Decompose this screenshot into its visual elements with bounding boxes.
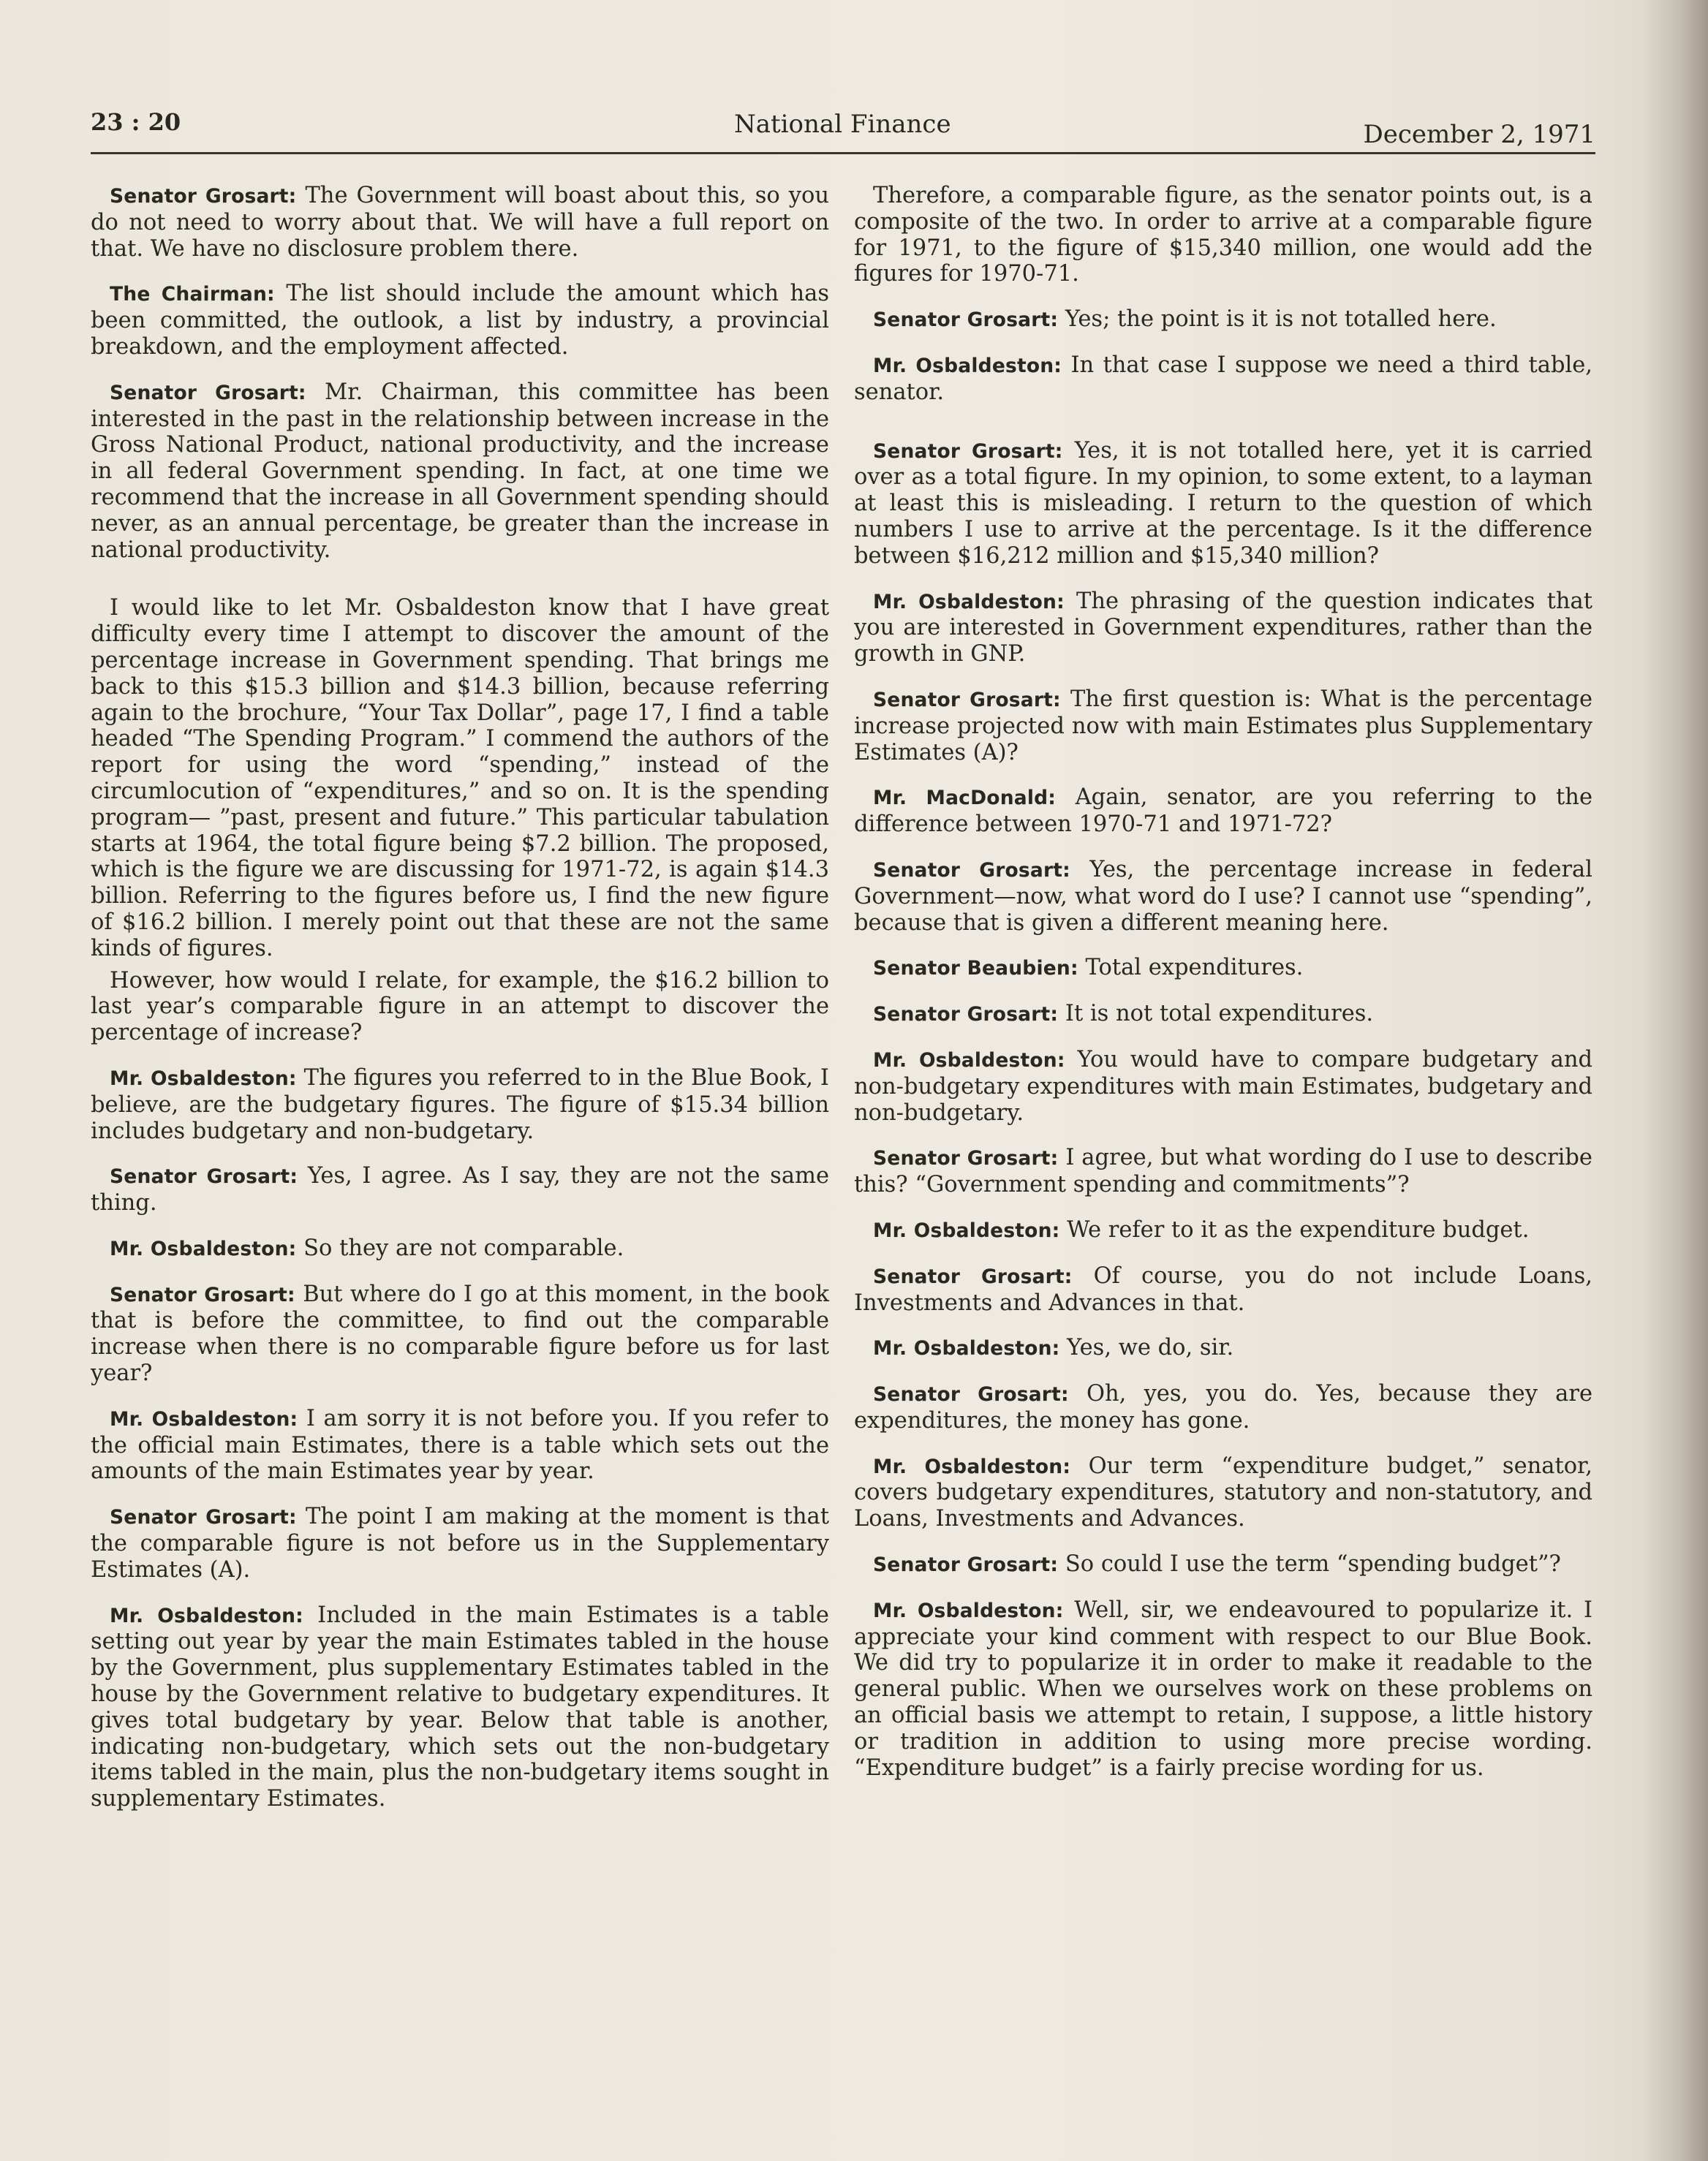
speech-text: I am sorry it is not before you. If you refer to the official main Estimates, there is a table which sets out the amounts of the main Estimates year by year.: [91, 1405, 829, 1485]
publication-title: National Finance: [734, 110, 951, 139]
paragraph: [854, 1145, 1592, 1198]
speech-text: The figures you referred to in the Blue Book, I believe, are the budgetary figures. The figure of $15.34 billion includes budgetary and non-budgetary.: [91, 1064, 829, 1144]
speech-text: So could I use the term “spending budget”?: [1058, 1551, 1561, 1578]
paragraph: [854, 1453, 1592, 1532]
paragraph: [854, 588, 1592, 667]
speaker-name: Senator Grosart:: [873, 1265, 1073, 1288]
speaker-name: Mr. Osbaldeston:: [873, 1455, 1071, 1478]
speech-text: Our term “expenditure budget,” senator, covers budgetary expenditures, statutory and non-statutory, and Loans, Investments and Advances.: [854, 1453, 1592, 1532]
speaker-name: Senator Grosart:: [873, 1147, 1059, 1170]
paragraph: [854, 1381, 1592, 1434]
speech-text: We refer to it as the expenditure budget.: [1059, 1216, 1530, 1243]
speech-text: Of course, you do not include Loans, Investments and Advances in that.: [854, 1263, 1592, 1316]
speaker-name: Senator Grosart:: [110, 1506, 297, 1529]
left-column: [91, 183, 829, 1831]
speaker-name: Senator Grosart:: [110, 381, 306, 404]
speech-text: However, how would I relate, for example, the $16.2 billion to last year’s comparable figure in an attempt to discover the percentage of increase?: [91, 967, 829, 1046]
speaker-name: Mr. Osbaldeston:: [873, 1219, 1060, 1242]
speaker-name: Mr. MacDonald:: [873, 787, 1057, 810]
page-header: [91, 102, 1595, 151]
speaker-name: Mr. Osbaldeston:: [110, 1604, 303, 1627]
speaker-name: Mr. Osbaldeston:: [873, 354, 1062, 377]
speaker-name: Mr. Osbaldeston:: [110, 1237, 297, 1260]
speech-text: But where do I go at this moment, in the book that is before the committee, to find out the comparable increase when there is no comparable figure before us for last year?: [91, 1281, 829, 1387]
paragraph: [91, 1163, 829, 1216]
speaker-name: Mr. Osbaldeston:: [110, 1407, 298, 1431]
speaker-name: Mr. Osbaldeston:: [873, 590, 1065, 613]
speaker-name: Mr. Osbaldeston:: [873, 1337, 1060, 1360]
paragraph: [91, 1235, 829, 1263]
speaker-name: Senator Grosart:: [873, 688, 1061, 711]
right-column: [854, 183, 1592, 1800]
speaker-name: Senator Grosart:: [110, 1283, 295, 1306]
paragraph: [854, 857, 1592, 936]
speech-text: Therefore, a comparable figure, as the senator points out, is a composite of the two. In order to arrive at a comparable figure for 1971, to the figure of $15,340 million, one would add the figures for 1970-71.: [854, 183, 1592, 287]
speech-text: You would have to compare budgetary and non-budgetary expenditures with main Estimates, budgetary and non-budgetary.: [854, 1046, 1592, 1126]
speaker-name: Senator Grosart:: [873, 858, 1070, 882]
paragraph: [91, 1406, 829, 1485]
paragraph: [91, 1602, 829, 1812]
paragraph: [854, 955, 1592, 982]
speech-text: Yes, we do, sir.: [1059, 1335, 1234, 1361]
speech-text: Well, sir, we endeavoured to popularize it. I appreciate your kind comment with respect to our Blue Book. We did try to popularize it in order to make it readable to the general public. When we ourselves work on these problems on an official basis we attempt to retain, I suppose, a little history or tradition in addition to using more precise wording. “Expenditure budget” is a fairly precise wording for us.: [854, 1597, 1592, 1781]
paragraph: [854, 784, 1592, 838]
paragraph: [854, 1001, 1592, 1028]
speaker-name: Mr. Osbaldeston:: [873, 1048, 1065, 1072]
speech-text: It is not total expenditures.: [1058, 1001, 1374, 1027]
speaker-name: Senator Grosart:: [110, 185, 297, 208]
speech-text: The first question is: What is the percentage increase projected now with main Estimates plus Supplementary Estimates (A)?: [854, 686, 1592, 765]
paragraph: [91, 1504, 829, 1583]
paragraph: [91, 281, 829, 360]
speech-text: Yes, the percentage increase in federal Government—now, what word do I use? I cannot use “spending”, because that is given a different meaning here.: [854, 856, 1592, 936]
speech-text: The list should include the amount which has been committed, the outlook, a list by industry, a provincial breakdown, and the employment affected.: [91, 281, 829, 360]
paragraph: [91, 1282, 829, 1387]
speech-text: The Government will boast about this, so you do not need to worry about that. We will have a full report on that. We have no disclosure problem there.: [91, 183, 829, 262]
speaker-name: Senator Beaubien:: [873, 957, 1078, 980]
speaker-name: The Chairman:: [110, 283, 275, 306]
speaker-name: Mr. Osbaldeston:: [110, 1067, 297, 1090]
paragraph: [91, 595, 829, 961]
paragraph: [854, 306, 1592, 333]
speaker-name: Senator Grosart:: [873, 439, 1063, 463]
paragraph: [854, 1217, 1592, 1244]
speech-text: Oh, yes, you do. Yes, because they are expenditures, the money has gone.: [854, 1381, 1592, 1434]
speech-text: Yes; the point is it is not totalled here.: [1058, 306, 1497, 333]
paragraph: [854, 352, 1592, 406]
speech-text: Yes, I agree. As I say, they are not the same thing.: [91, 1163, 829, 1216]
speaker-name: Mr. Osbaldeston:: [873, 1599, 1064, 1622]
speech-text: Mr. Chairman, this committee has been interested in the past in the relationship between increase in the Gross National Product, national productivity, and the increase in all federal Government spending. In fact, at one time we recommend that the increase in all Government spending should never, as an annual percentage, be greater than the increase in national productivity.: [91, 379, 829, 563]
paragraph: [854, 686, 1592, 765]
paragraph: [91, 379, 829, 564]
paragraph: [854, 1335, 1592, 1362]
speech-text: The phrasing of the question indicates that you are interested in Government expenditures, rather than the growth in GNP.: [854, 588, 1592, 667]
speech-text: In that case I suppose we need a third table, senator.: [854, 352, 1592, 405]
speech-text: Again, senator, are you referring to the difference between 1970-71 and 1971-72?: [854, 784, 1592, 838]
speech-text: The point I am making at the moment is that the comparable figure is not before us in the Supplementary Estimates (A).: [91, 1504, 829, 1583]
page-date: December 2, 1971: [1363, 120, 1595, 149]
binding-shadow: [1642, 0, 1708, 2161]
paragraph: [854, 183, 1592, 287]
paragraph: [854, 438, 1592, 569]
paragraph: [854, 1597, 1592, 1782]
paragraph: [91, 1065, 829, 1144]
paragraph: [854, 1047, 1592, 1126]
speech-text: Total expenditures.: [1078, 955, 1304, 981]
speech-text: I would like to let Mr. Osbaldeston know that I have great difficulty every time I attempt to discover the amount of the percentage increase in Government spending. That brings me back to this $15.3 billion and $14.3 billion, because referring again to the brochure, “Your Tax Dollar”, page 17, I find a table headed “The Spending Program.” I commend the authors of the report for using the word “spending,” instead of the circumlocution of “expenditures,” and so on. It is the spending program— ”past, present and future.” This particular tabulation starts at 1964, the total figure being $7.2 billion. The proposed, which is the figure we are discussing for 1971-72, is again $14.3 billion. Referring to the figures before us, I find the new figure of $16.2 billion. I merely point out that these are not the same kinds of figures.: [91, 595, 829, 961]
speech-text: So they are not comparable.: [296, 1235, 624, 1261]
header-rule: [91, 152, 1595, 154]
speaker-name: Senator Grosart:: [873, 1003, 1059, 1026]
speaker-name: Senator Grosart:: [110, 1165, 298, 1189]
speech-text: I agree, but what wording do I use to describe this? “Government spending and commitments”?: [854, 1145, 1592, 1198]
paragraph: [854, 1263, 1592, 1317]
paragraph: [854, 1551, 1592, 1578]
speaker-name: Senator Grosart:: [873, 1553, 1059, 1577]
speaker-name: Senator Grosart:: [873, 1383, 1069, 1407]
speaker-name: Senator Grosart:: [873, 309, 1059, 332]
speech-text: Yes, it is not totalled here, yet it is carried over as a total figure. In my opinion, to some extent, to a layman at least this is misleading. I return to the question of which numbers I use to arrive at the percentage. Is it the difference between $16,212 million and $15,340 million?: [854, 437, 1592, 569]
paragraph: [91, 183, 829, 262]
page-number: 23 : 20: [91, 108, 181, 136]
paragraph: [91, 968, 829, 1046]
speech-text: Included in the main Estimates is a table setting out year by year the main Estimates tabled in the house by the Government, plus supplementary Estimates tabled in the house by the Government relative to budgetary expenditures. It gives total budgetary by year. Below that table is another, indicating non-budgetary, which sets out the non-budgetary items tabled in the main, plus the non-budgetary items sought in supplementary Estimates.: [91, 1602, 829, 1812]
